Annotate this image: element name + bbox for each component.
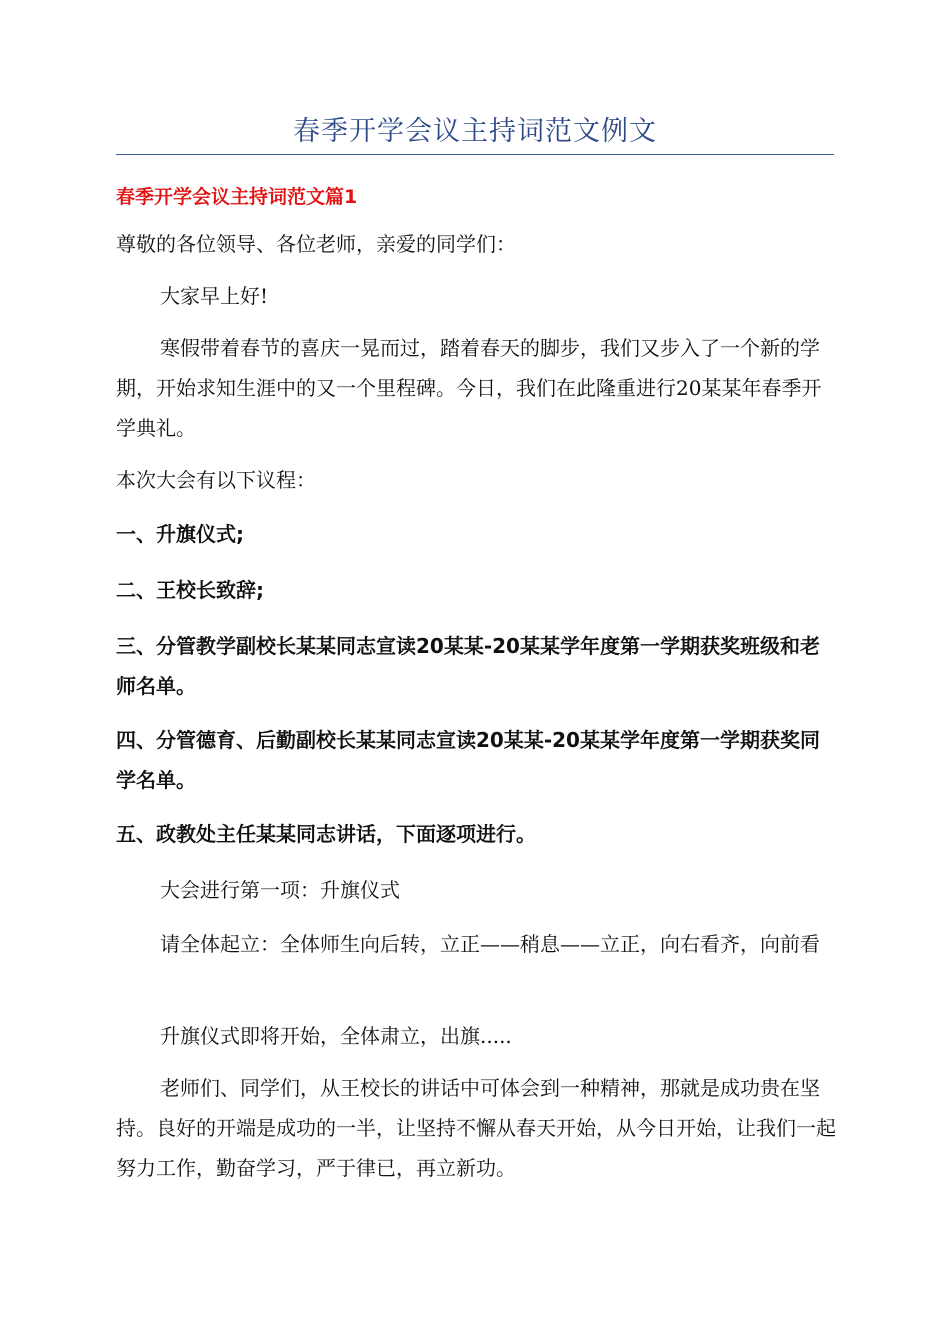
flag-raising-paragraph: 升旗仪式即将开始，全体肃立，出旗..... bbox=[160, 1024, 512, 1048]
agenda-item-5: 五、政教处主任某某同志讲话，下面逐项进行。 bbox=[116, 822, 536, 846]
closing-paragraph: 老师们、同学们，从王校长的讲话中可体会到一种精神，那就是成功贵在坚持。良好的开端是成功的一半，让坚持不懈从春天开始，从今日开始，让我们一起努力工作，勤奋学习，严于律已，再立新功。 bbox=[116, 1076, 836, 1180]
agenda-item-4: 四、分管德育、后勤副校长某某同志宣读20某某-20某某学年度第一学期获奖同学名单。 bbox=[116, 728, 820, 792]
first-item-paragraph: 大会进行第一项：升旗仪式 bbox=[160, 878, 400, 902]
document-title: 春季开学会议主持词范文例文 bbox=[293, 116, 657, 147]
section-heading: 春季开学会议主持词范文篇1 bbox=[116, 186, 358, 208]
stand-up-paragraph: 请全体起立：全体师生向后转，立正——稍息——立正，向右看齐，向前看 bbox=[160, 932, 820, 956]
agenda-item-2: 二、王校长致辞; bbox=[116, 578, 264, 602]
agenda-item-3: 三、分管教学副校长某某同志宣读20某某-20某某学年度第一学期获奖班级和老师名单。 bbox=[116, 634, 820, 698]
greeting-paragraph: 大家早上好! bbox=[160, 284, 269, 308]
title-underline bbox=[116, 154, 834, 155]
intro-paragraph: 寒假带着春节的喜庆一晃而过，踏着春天的脚步，我们又步入了一个新的学期，开始求知生涯中的又一个里程碑。今日，我们在此隆重进行20某某年春季开学典礼。 bbox=[116, 336, 822, 440]
salutation-paragraph: 尊敬的各位领导、各位老师，亲爱的同学们： bbox=[116, 232, 516, 256]
agenda-item-1: 一、升旗仪式; bbox=[116, 522, 244, 546]
agenda-intro-paragraph: 本次大会有以下议程： bbox=[116, 468, 316, 492]
